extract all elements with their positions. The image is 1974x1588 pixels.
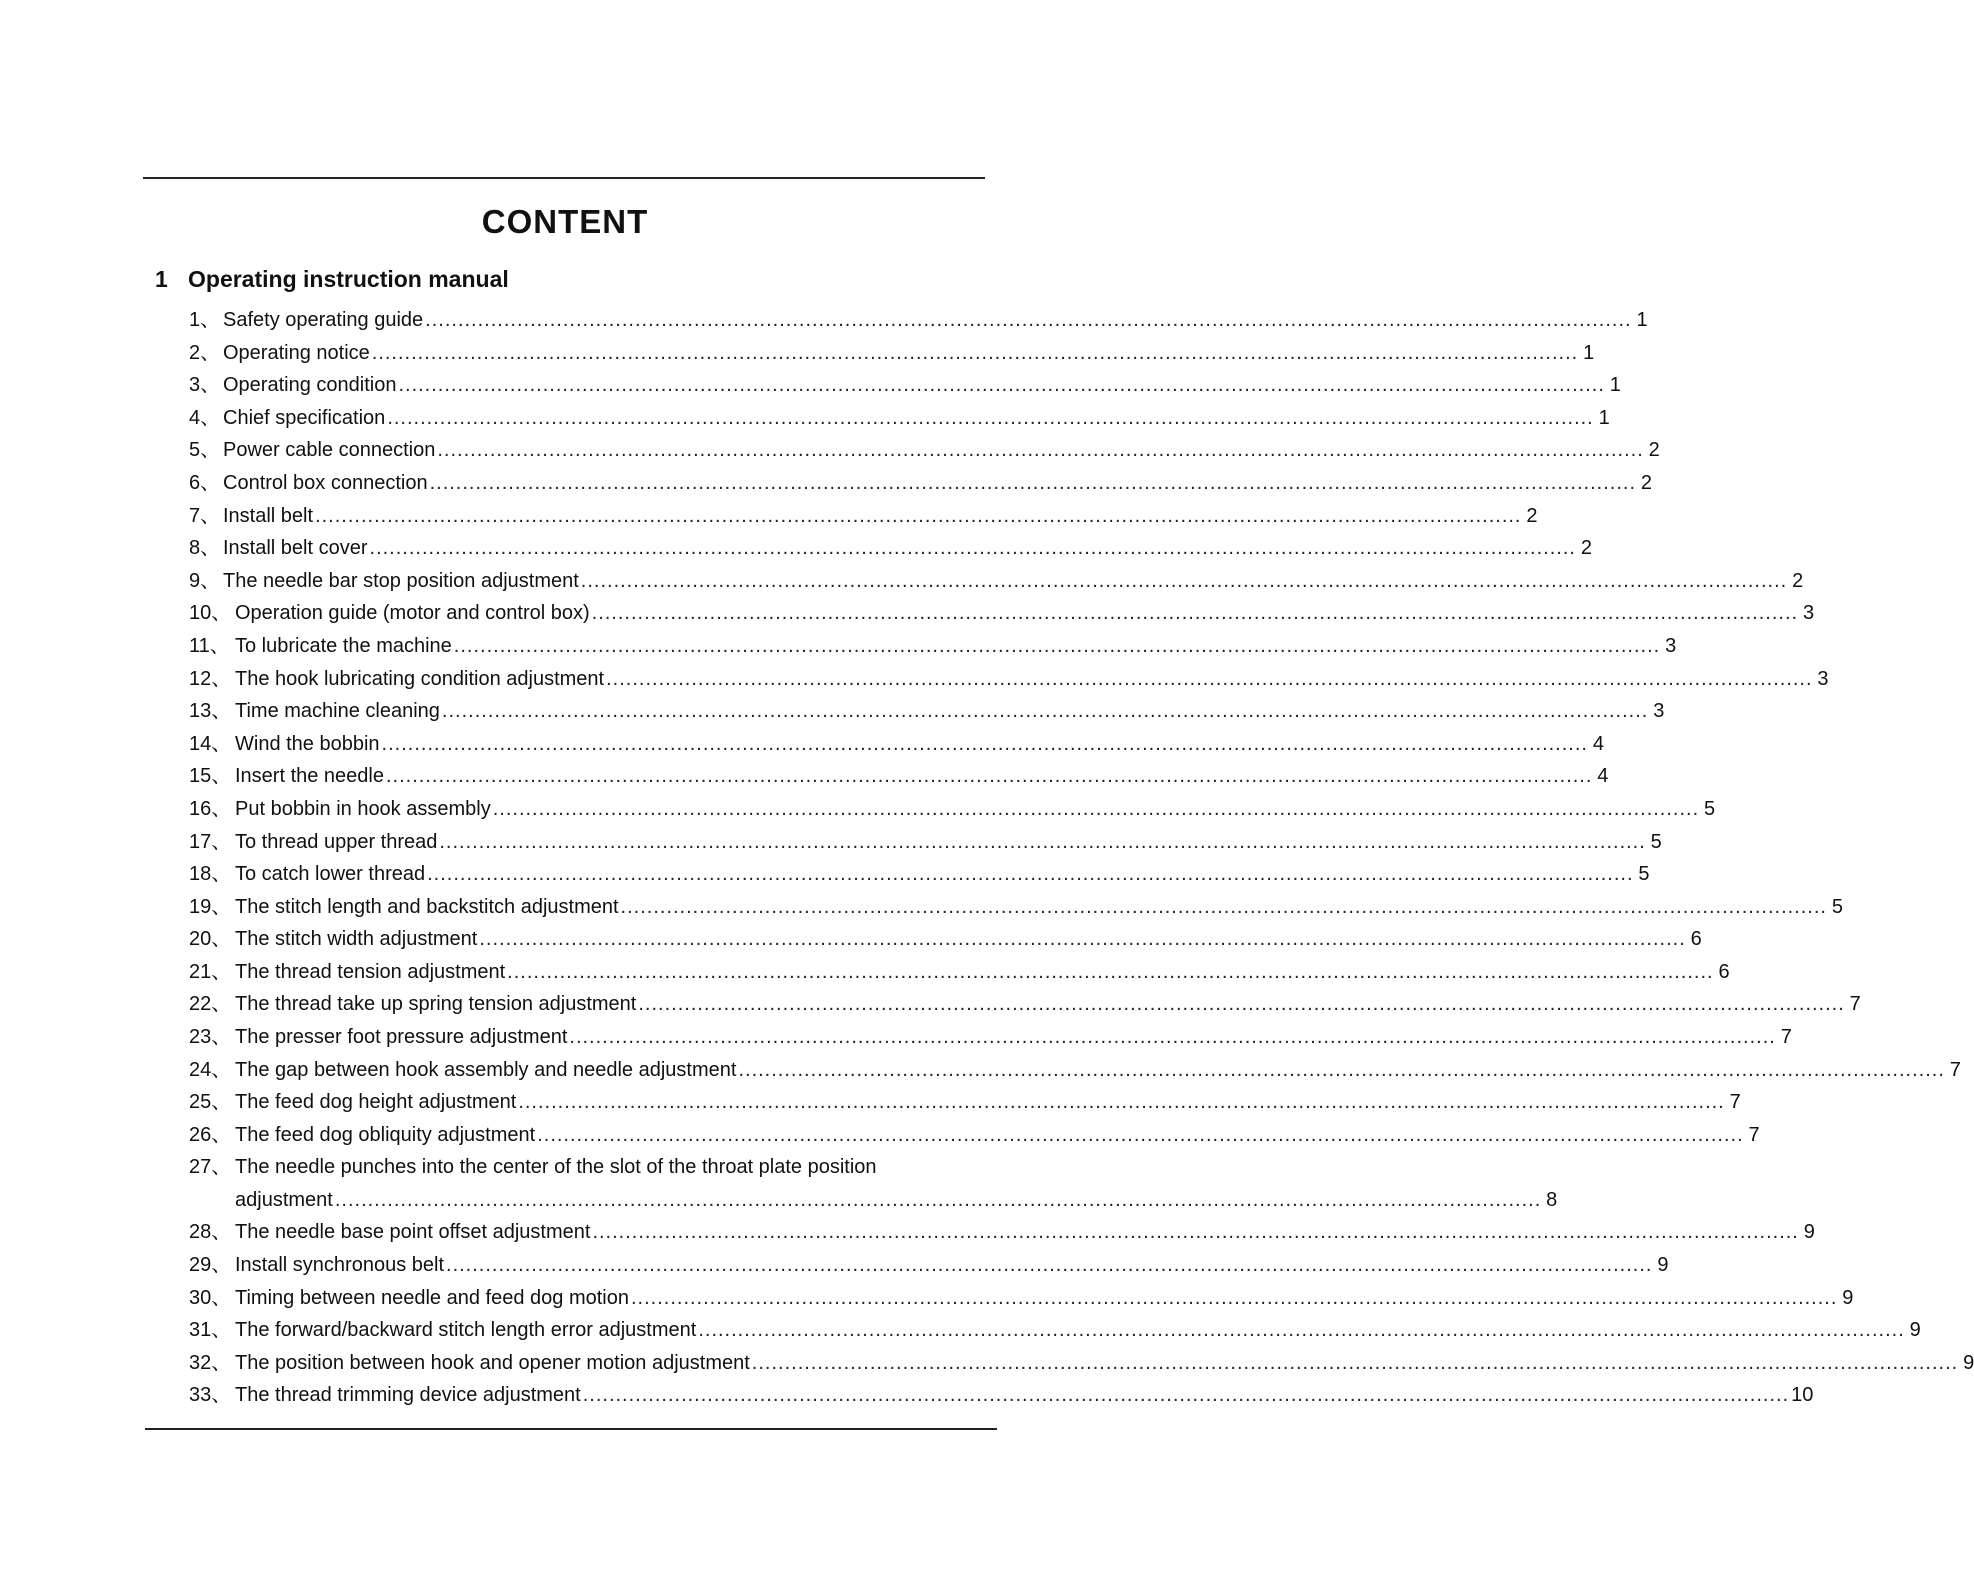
dot-leader	[581, 565, 1787, 598]
entry-title: The thread trimming device adjustment	[235, 1384, 581, 1407]
entry-title: The stitch length and backstitch adjustment	[235, 895, 619, 918]
entry-title: The feed dog height adjustment	[235, 1091, 517, 1114]
toc-entry	[189, 532, 1592, 565]
entry-title: The needle base point offset adjustment	[235, 1221, 591, 1244]
entry-page-number: 2	[1526, 504, 1538, 527]
entry-title: Timing between needle and feed dog motion	[235, 1286, 629, 1309]
entry-number: 3、	[189, 374, 221, 397]
toc-entry	[189, 1379, 1814, 1412]
dot-leader	[592, 1216, 1798, 1249]
entry-number: 21、	[189, 960, 232, 983]
dot-leader	[386, 760, 1592, 793]
page-title: CONTENT	[481, 203, 649, 240]
entry-page-number: 9	[1657, 1254, 1669, 1277]
entry-number: 25、	[189, 1091, 232, 1114]
dot-leader	[518, 1086, 1724, 1119]
toc-entry	[189, 1314, 1921, 1347]
entry-page-number: 2	[1792, 569, 1804, 592]
entry-number: 23、	[189, 1026, 232, 1049]
dot-leader	[592, 597, 1798, 630]
toc-entry	[189, 1054, 1961, 1087]
toc-entry	[189, 500, 1538, 533]
dot-leader	[315, 500, 1521, 533]
dot-leader	[479, 923, 1685, 956]
entry-number: 22、	[189, 993, 232, 1016]
toc-entry	[189, 956, 1730, 989]
entry-page-number: 9	[1842, 1286, 1854, 1309]
entry-title: To catch lower thread	[235, 863, 426, 886]
entry-title: The position between hook and opener motion adjustment	[235, 1351, 750, 1374]
entry-number: 5、	[189, 439, 221, 462]
entry-title: The stitch width adjustment	[235, 928, 478, 951]
entry-page-number: 3	[1665, 634, 1677, 657]
section-number: 1	[155, 266, 168, 292]
entry-page-number: 10	[1791, 1384, 1814, 1407]
entry-page-number: 1	[1636, 309, 1648, 331]
dot-leader	[382, 728, 1588, 761]
entry-page-number: 8	[1546, 1189, 1558, 1212]
toc-entry	[189, 467, 1652, 500]
toc-entry	[189, 1216, 1815, 1249]
entry-page-number: 9	[1803, 1221, 1815, 1244]
entry-title: To thread upper thread	[235, 830, 438, 853]
toc-entry	[189, 760, 1609, 793]
entry-number: 33、	[189, 1384, 232, 1407]
entry-title: The feed dog obliquity adjustment	[235, 1123, 536, 1146]
dot-leader	[738, 1054, 1944, 1087]
toc-entry	[189, 565, 1804, 598]
entry-page-number: 5	[1704, 797, 1716, 820]
dot-leader	[427, 858, 1633, 891]
entry-title: Put bobbin in hook assembly	[235, 797, 491, 820]
table-of-contents	[189, 304, 1974, 1412]
dot-leader	[425, 304, 1631, 337]
entry-number: 26、	[189, 1123, 232, 1146]
toc-entry	[189, 891, 1843, 924]
entry-title: The gap between hook assembly and needle adjustment	[235, 1058, 737, 1081]
entry-page-number: 3	[1802, 602, 1815, 625]
entry-page-number: 2	[1648, 439, 1660, 462]
entry-number: 30、	[189, 1286, 232, 1309]
entry-title: Control box connection	[223, 471, 428, 494]
toc-entry	[189, 923, 1702, 956]
entry-number: 12、	[189, 667, 232, 690]
entry-number: 15、	[189, 765, 232, 788]
entry-number: 17、	[189, 830, 232, 853]
entry-title: The presser foot pressure adjustment	[235, 1026, 568, 1049]
entry-title: The thread take up spring tension adjustment	[235, 993, 637, 1016]
entry-title: The thread tension adjustment	[235, 960, 506, 983]
bottom-rule	[145, 1428, 997, 1430]
dot-leader	[698, 1314, 1904, 1347]
entry-number: 4、	[189, 406, 221, 429]
dot-leader	[398, 369, 1604, 402]
entry-page-number: 9	[1909, 1319, 1921, 1342]
toc-entry	[189, 858, 1650, 891]
toc-entry	[189, 597, 1815, 630]
toc-entry	[189, 663, 1829, 696]
entry-number: 10、	[189, 602, 232, 625]
toc-entry	[189, 1021, 1792, 1054]
dot-leader	[493, 793, 1699, 826]
toc-entry	[189, 304, 1648, 337]
dot-leader	[335, 1184, 1541, 1217]
entry-title: Operating notice	[223, 341, 370, 364]
dot-leader	[442, 695, 1648, 728]
entry-title: Safety operating guide	[223, 309, 424, 331]
dot-leader	[621, 891, 1827, 924]
entry-number: 29、	[189, 1254, 232, 1277]
dot-leader	[370, 532, 1576, 565]
entry-page-number: 3	[1817, 667, 1829, 690]
entry-page-number: 2	[1640, 471, 1652, 494]
entry-title: The hook lubricating condition adjustment	[235, 667, 605, 690]
dot-leader	[507, 956, 1713, 989]
dot-leader	[537, 1119, 1743, 1152]
entry-page-number: 2	[1580, 537, 1592, 560]
entry-number: 19、	[189, 895, 232, 918]
entry-title-line1: The needle punches into the center of the slot of the throat plate position	[235, 1156, 877, 1179]
entry-page-number: 7	[1949, 1058, 1961, 1081]
entry-page-number: 7	[1729, 1091, 1741, 1114]
entry-title: To lubricate the machine	[235, 634, 452, 657]
entry-number: 1、	[189, 309, 221, 331]
entry-number: 20、	[189, 928, 232, 951]
toc-entry	[189, 1347, 1974, 1380]
entry-page-number: 9	[1963, 1351, 1974, 1374]
entry-number: 13、	[189, 700, 232, 723]
dot-leader	[752, 1347, 1958, 1380]
entry-page-number: 4	[1592, 732, 1604, 755]
toc-entry	[189, 434, 1660, 467]
dot-leader	[437, 434, 1643, 467]
toc-entry	[189, 402, 1610, 435]
entry-page-number: 4	[1597, 765, 1609, 788]
entry-title: Insert the needle	[235, 765, 384, 788]
entry-title: Install belt	[223, 504, 314, 527]
toc-entry	[189, 630, 1677, 663]
toc-entry	[189, 369, 1621, 402]
dot-leader	[430, 467, 1636, 500]
entry-page-number: 5	[1831, 895, 1843, 918]
entry-page-number: 3	[1653, 700, 1665, 723]
dot-leader	[606, 663, 1812, 696]
entry-number: 9、	[189, 569, 221, 592]
entry-number: 2、	[189, 341, 221, 364]
dot-leader	[439, 826, 1645, 859]
toc-entry	[189, 1086, 1741, 1119]
entry-page-number: 1	[1598, 406, 1610, 429]
entry-title: Install belt cover	[223, 537, 368, 560]
dot-leader	[446, 1249, 1652, 1282]
entry-title: The forward/backward stitch length error adjustment	[235, 1319, 697, 1342]
entry-number: 31、	[189, 1319, 232, 1342]
toc-entry	[189, 988, 1861, 1021]
entry-page-number: 1	[1609, 374, 1621, 397]
entry-title: Install synchronous belt	[235, 1254, 445, 1277]
entry-number: 14、	[189, 732, 232, 755]
toc-entry	[189, 1119, 1760, 1152]
entry-number: 6、	[189, 471, 221, 494]
entry-title: The needle bar stop position adjustment	[223, 569, 579, 592]
entry-number: 11、	[189, 634, 230, 657]
toc-entry	[189, 1282, 1854, 1315]
toc-entry	[189, 793, 1716, 826]
dot-leader	[583, 1379, 1789, 1412]
entry-page-number: 6	[1718, 960, 1730, 983]
section-label: Operating instruction manual	[188, 266, 509, 292]
dot-leader	[372, 337, 1578, 370]
entry-title: Operating condition	[223, 374, 397, 397]
entry-number: 28、	[189, 1221, 232, 1244]
entry-number: 8、	[189, 537, 221, 560]
entry-title-line2: adjustment	[235, 1189, 333, 1212]
entry-number: 27、	[189, 1156, 232, 1179]
entry-title: Operation guide (motor and control box)	[235, 602, 590, 625]
entry-page-number: 7	[1748, 1123, 1760, 1146]
dot-leader	[454, 630, 1660, 663]
toc-entry	[189, 826, 1662, 859]
entry-page-number: 6	[1690, 928, 1702, 951]
top-rule	[143, 177, 985, 179]
dot-leader	[638, 988, 1844, 1021]
entry-page-number: 7	[1780, 1026, 1792, 1049]
toc-entry	[189, 728, 1604, 761]
entry-page-number: 5	[1638, 863, 1650, 886]
entry-title: Wind the bobbin	[235, 732, 380, 755]
toc-entry	[189, 695, 1665, 728]
section-heading	[155, 266, 509, 293]
entry-page-number: 1	[1583, 341, 1595, 364]
toc-entry	[189, 337, 1595, 370]
entry-number: 16、	[189, 797, 232, 820]
entry-title: Time machine cleaning	[235, 700, 440, 723]
entry-page-number: 7	[1849, 993, 1861, 1016]
toc-entry	[189, 1249, 1669, 1282]
entry-page-number: 5	[1650, 830, 1662, 853]
entry-number: 32、	[189, 1351, 232, 1374]
entry-number: 18、	[189, 863, 232, 886]
entry-number: 7、	[189, 504, 221, 527]
dot-leader	[569, 1021, 1775, 1054]
dot-leader	[631, 1282, 1837, 1315]
dot-leader	[387, 402, 1593, 435]
entry-title: Power cable connection	[223, 439, 436, 462]
entry-number: 24、	[189, 1058, 232, 1081]
entry-title: Chief specification	[223, 406, 386, 429]
toc-entry-multiline	[189, 1151, 1558, 1216]
